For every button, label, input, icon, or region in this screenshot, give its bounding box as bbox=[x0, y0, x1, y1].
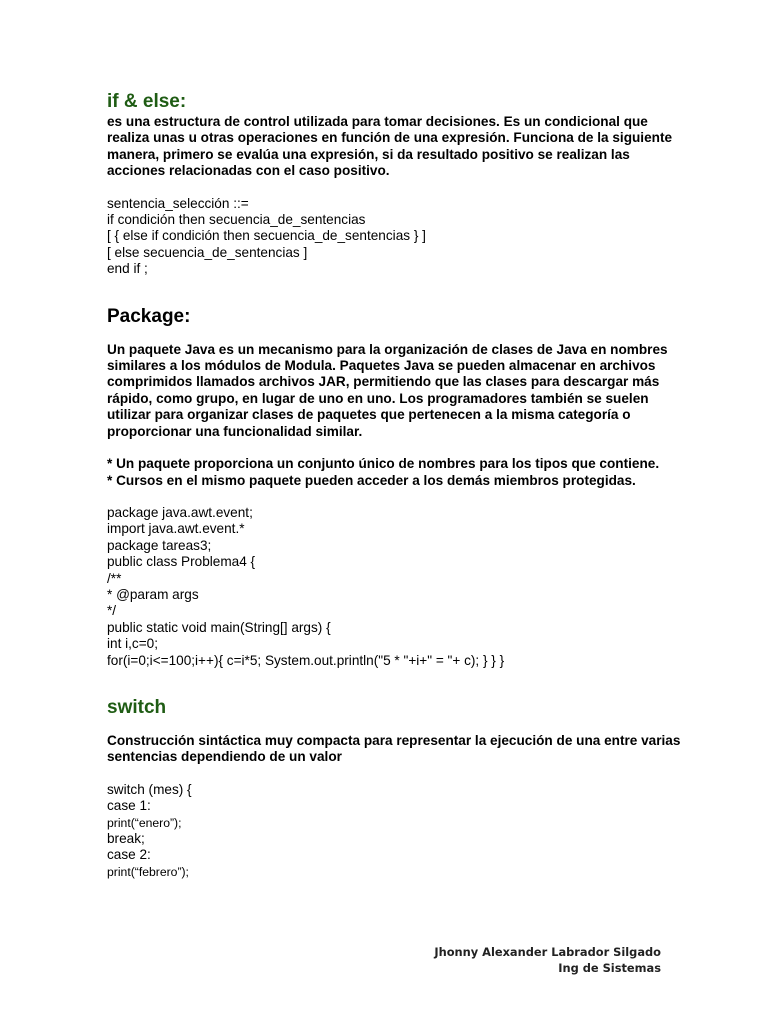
author-career: Ing de Sistemas bbox=[558, 961, 661, 975]
package-code-block bbox=[107, 505, 687, 669]
switch-description: Construcción sintáctica muy compacta para representar la ejecución de una entre varias sentencias dependiendo de un valor bbox=[107, 732, 681, 765]
code-line: break; bbox=[107, 831, 145, 846]
author-name: Jhonny Alexander Labrador Silgado bbox=[434, 945, 661, 959]
code-line: if condición then secuencia_de_sentencias bbox=[107, 212, 366, 228]
code-line: int i,c=0; bbox=[107, 636, 159, 652]
code-line: end if ; bbox=[107, 261, 148, 277]
code-line: switch (mes) { bbox=[107, 781, 192, 797]
code-line: package tareas3; bbox=[107, 537, 212, 553]
ifelse-description: es una estructura de control utilizada para tomar decisiones. Es un condicional que realiza unas u otras operaciones en función de una expresión. Funciona de la siguiente manera, primero se evalúa una expresión, si da resultado positivo se realizan las acciones relacionadas con el caso positivo. bbox=[107, 114, 673, 179]
package-title: Package: bbox=[107, 305, 191, 327]
code-line: public static void main(String[] args) { bbox=[107, 619, 331, 635]
code-line: print(“febrero”); bbox=[107, 864, 189, 879]
ifelse-title: if & else: bbox=[107, 91, 187, 112]
code-line: case 1: bbox=[107, 798, 151, 814]
code-line: /** bbox=[107, 570, 122, 586]
code-line: [ else secuencia_de_sentencias ] bbox=[107, 244, 308, 260]
code-line: sentencia_selección ::= bbox=[107, 195, 249, 211]
switch-code-block bbox=[107, 782, 687, 880]
package-description: Un paquete Java es un mecanismo para la organización de clases de Java en nombres similares a los módulos de Modula. Paquetes Java se pueden almacenar en archivos comprimidos llamados archivos JAR, permitiendo que las clases para descargar más rápido, como grupo, en lugar de uno en uno. Los programadores también se suelen utilizar para organizar clases de paquetes que pertenecen a la misma categoría o proporcionar una funcionalidad similar. bbox=[107, 341, 668, 439]
code-line: [ { else if condición then secuencia_de_sentencias } ] bbox=[107, 228, 426, 244]
ifelse-code-block bbox=[107, 196, 687, 278]
code-line: import java.awt.event.* bbox=[107, 521, 245, 537]
package-bullet-1: * Un paquete proporciona un conjunto único de nombres para los tipos que contiene. bbox=[107, 456, 660, 472]
page-footer bbox=[434, 944, 661, 976]
code-line: public class Problema4 { bbox=[107, 554, 256, 570]
switch-title: switch bbox=[107, 696, 167, 718]
package-bullet-2: * Cursos en el mismo paquete pueden acceder a los demás miembros protegidas. bbox=[107, 472, 636, 488]
code-line: * @param args bbox=[107, 586, 199, 602]
code-line: package java.awt.event; bbox=[107, 504, 253, 520]
code-line: */ bbox=[107, 603, 117, 619]
code-line: print(“enero”); bbox=[107, 815, 182, 830]
code-line: case 2: bbox=[107, 847, 151, 863]
code-line: for(i=0;i<=100;i++){ c=i*5; System.out.println("5 * "+i+" = "+ c); } } } bbox=[107, 652, 505, 668]
document-page bbox=[107, 90, 687, 880]
